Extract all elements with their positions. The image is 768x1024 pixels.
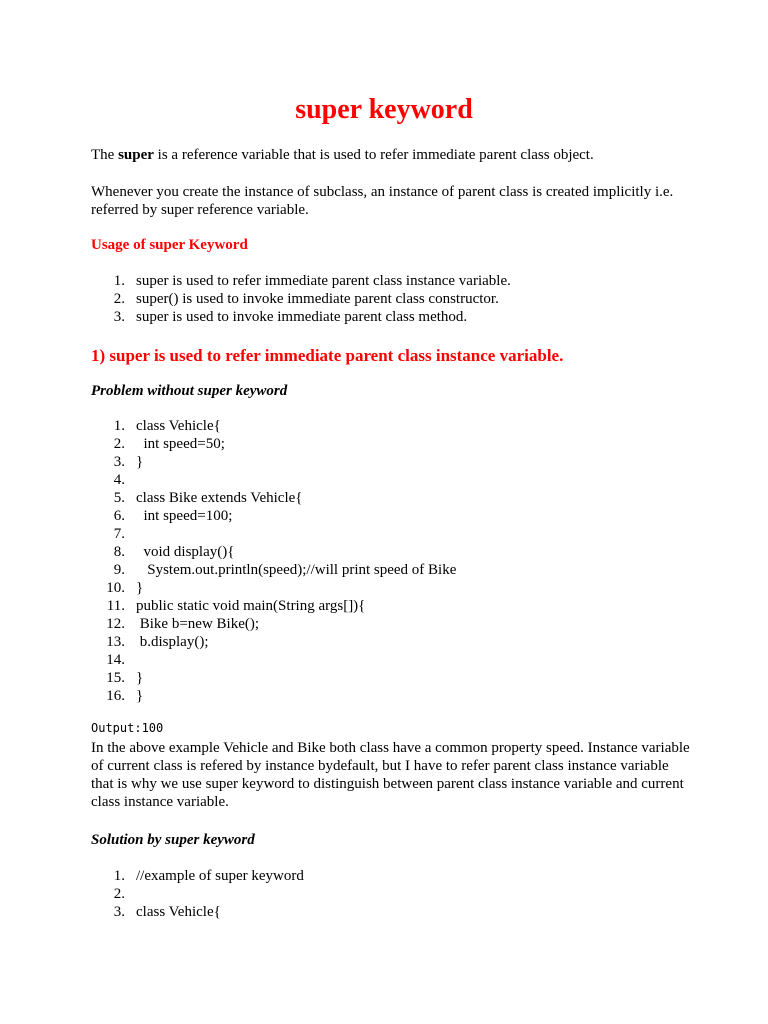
- list-item-number: 7.: [113, 526, 125, 542]
- list-item-text: }: [136, 670, 144, 686]
- list-item-text: b.display();: [136, 634, 209, 650]
- list-item-number: 1.: [113, 418, 125, 434]
- section1-heading: 1) super is used to refer immediate parent class instance variable.: [91, 346, 564, 365]
- intro-suffix: is a reference variable that is used to refer immediate parent class object.: [153, 147, 594, 163]
- intro-bold-word: super: [118, 147, 154, 163]
- list-item-text: super is used to refer immediate parent class instance variable.: [136, 273, 511, 289]
- list-item-text: Bike b=new Bike();: [136, 616, 260, 632]
- list-item-text: }: [136, 688, 144, 704]
- list-item-text: void display(){: [136, 544, 235, 560]
- list-item-number: 5.: [113, 490, 125, 506]
- list-item-number: 3.: [113, 904, 125, 920]
- list-item-number: 2.: [113, 886, 125, 902]
- instance-paragraph: Whenever you create the instance of subclass, an instance of parent class is created implicitly i.e. referred by super reference variable.: [91, 184, 674, 218]
- list-item-text: super is used to invoke immediate parent class method.: [136, 309, 468, 325]
- list-item-text: super() is used to invoke immediate parent class constructor.: [136, 291, 499, 307]
- list-item-number: 8.: [113, 544, 125, 560]
- list-item-text: class Vehicle{: [136, 904, 221, 920]
- list-item-text: System.out.println(speed);//will print speed of Bike: [136, 562, 457, 578]
- page-title: super keyword: [295, 94, 473, 125]
- list-item-number: 12.: [106, 616, 125, 632]
- intro-paragraph: [91, 146, 691, 164]
- output-label: Output:100: [91, 721, 164, 735]
- solution-heading: Solution by super keyword: [91, 832, 255, 848]
- list-item-text: }: [136, 580, 144, 596]
- list-item-text: public static void main(String args[]){: [136, 598, 366, 614]
- list-item-number: 14.: [106, 652, 125, 668]
- explanation-paragraph: In the above example Vehicle and Bike both class have a common property speed. Instance variable of current class is refered by instance bydefault, but I have to refer parent class instance variable that is why we use super keyword to distinguish between parent class instance variable and current class instance variable.: [91, 740, 690, 810]
- list-item-text: }: [136, 454, 144, 470]
- list-item-number: 11.: [106, 598, 125, 614]
- list-item-number: 1.: [113, 868, 125, 884]
- problem-heading: Problem without super keyword: [91, 383, 288, 399]
- list-item-number: 13.: [106, 634, 125, 650]
- list-item-text: int speed=100;: [136, 508, 233, 524]
- list-item-number: 16.: [106, 688, 125, 704]
- list-item-number: 2.: [113, 436, 125, 452]
- list-item-number: 10.: [106, 580, 125, 596]
- list-item-text: int speed=50;: [136, 436, 225, 452]
- list-item-text: class Vehicle{: [136, 418, 221, 434]
- list-item-number: 6.: [113, 508, 125, 524]
- list-item-number: 3.: [113, 309, 125, 325]
- list-item-number: 15.: [106, 670, 125, 686]
- list-item-number: 9.: [113, 562, 125, 578]
- intro-prefix: The: [91, 147, 119, 163]
- usage-heading: Usage of super Keyword: [91, 237, 248, 253]
- list-item-text: class Bike extends Vehicle{: [136, 490, 303, 506]
- list-item-number: 2.: [113, 291, 125, 307]
- list-item-number: 4.: [113, 472, 125, 488]
- list-item-number: 1.: [113, 273, 125, 289]
- list-item-text: //example of super keyword: [136, 868, 304, 884]
- list-item-number: 3.: [113, 454, 125, 470]
